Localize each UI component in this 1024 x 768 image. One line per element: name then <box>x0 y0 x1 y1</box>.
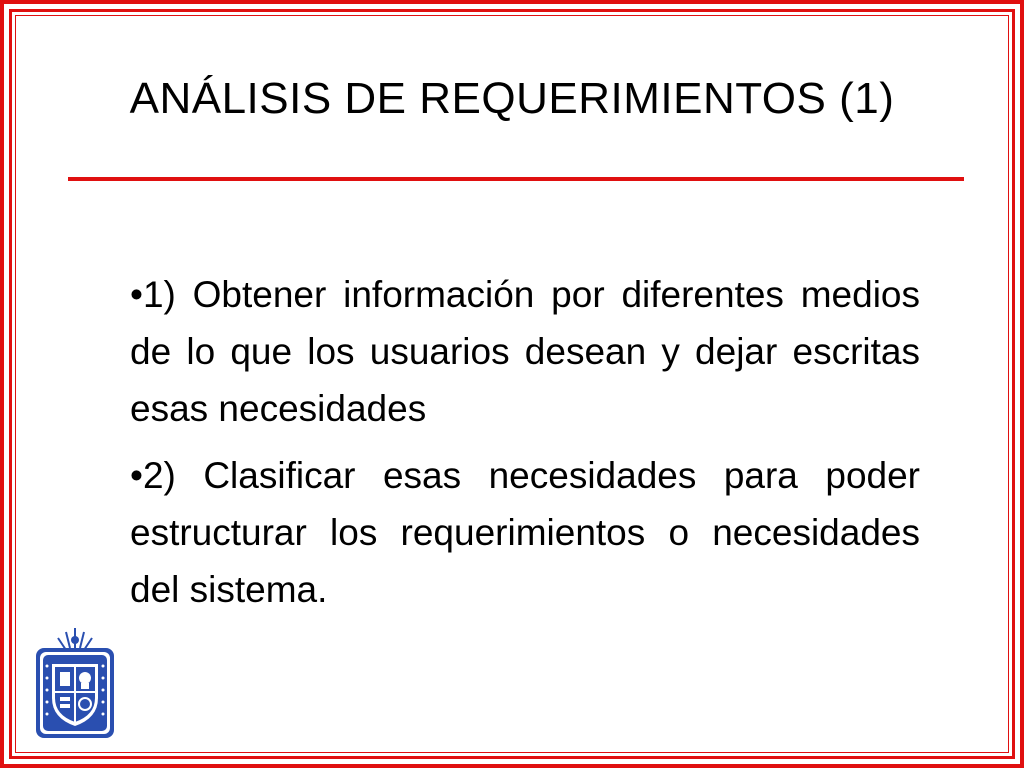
slide-title: ANÁLISIS DE REQUERIMIENTOS (1) <box>129 74 895 123</box>
university-seal-icon <box>30 626 120 744</box>
slide-body <box>130 266 920 628</box>
title-underline <box>68 177 964 181</box>
bullet-2: •2) Clasificar esas necesidades para poder estructurar los requerimientos o necesidades del sistema. <box>130 455 920 610</box>
bullet-1: •1) Obtener información por diferentes medios de lo que los usuarios desean y dejar escritas esas necesidades <box>130 274 920 429</box>
